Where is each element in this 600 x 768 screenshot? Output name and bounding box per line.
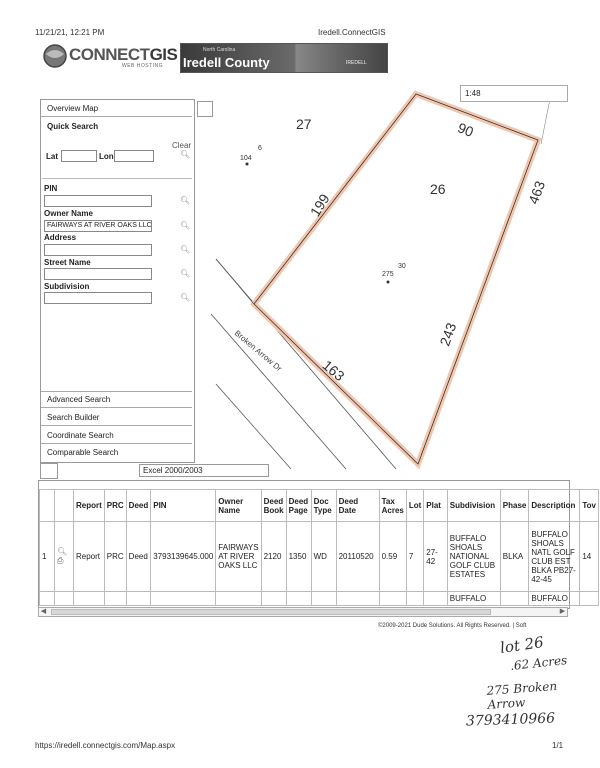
dim-left-label: 199 [306,190,333,220]
advanced-search-button[interactable]: Advanced Search [41,391,192,408]
road-edge-3 [216,384,291,469]
table-row[interactable] [40,592,599,606]
handwriting-lot: lot 26 [498,633,545,657]
prc-link[interactable]: PRC [104,522,126,592]
col-deed[interactable]: Deed [126,490,151,522]
clear-link[interactable]: Clear [172,141,192,150]
dim-right-label: 463 [525,178,549,207]
street-search-icon[interactable]: 🔍︎ [180,269,191,278]
street-name-input[interactable] [44,268,152,280]
tax-acres-cell: 0.59 [379,522,406,592]
print-datetime: 11/21/21, 12:21 PM [35,28,105,37]
lon-input[interactable] [114,150,154,162]
pin-input[interactable] [44,195,152,207]
brand-gis: GIS [149,45,178,64]
scroll-left-icon[interactable]: ◀ [40,608,47,615]
site-title: Iredell.ConnectGIS [318,28,386,37]
handwriting-pin: 3793410966 [465,710,556,730]
lon-label: Lon [99,152,114,161]
label-6: 6 [258,145,262,152]
coordinate-search-button[interactable]: Coordinate Search [41,427,192,444]
address-input[interactable] [44,244,152,256]
col-subdivision[interactable]: Subdivision [447,490,500,522]
scroll-right-icon[interactable]: ▶ [559,608,566,615]
export-select[interactable]: Excel 2000/2003 [139,464,269,477]
dim-bottom-label: 163 [319,356,348,385]
divider [42,178,192,179]
label-104: 104 [240,155,252,162]
subdivision-label: Subdivision [44,282,90,291]
lot-cell: 7 [406,522,423,592]
print-icon[interactable]: ⎙ [57,556,64,565]
owner-search-icon[interactable]: 🔍︎ [180,221,191,230]
phase-cell: BLKA [500,522,529,592]
subdivision-cell: BUFFALO [447,592,500,606]
col-icons [55,490,74,522]
connectgis-logo [42,42,178,72]
county-banner [180,43,388,73]
col-owner[interactable]: Owner Name [216,490,261,522]
county-name: Iredell County [183,55,270,70]
col-plat[interactable]: Plat [424,490,448,522]
scrollbar-thumb[interactable] [51,609,491,615]
tov-cell: 14 [580,522,599,592]
owner-label: Owner Name [44,209,93,218]
street-name-label: Street Name [44,258,91,267]
deed-date-cell: 20110520 [336,522,379,592]
parcel-point-275 [387,281,390,284]
quick-search-header: Quick Search [47,122,99,131]
col-deed-date[interactable]: Deed Date [336,490,379,522]
col-tov[interactable]: Tov [580,490,599,522]
col-deed-page[interactable]: Deed Page [286,490,311,522]
table-row[interactable] [40,522,599,592]
brand-connect: CONNECT [69,45,150,64]
lat-input[interactable] [61,150,97,162]
pin-search-icon[interactable]: 🔍︎ [180,196,191,205]
subdivision-cell: BUFFALO SHOALS NATIONAL GOLF CLUB ESTATES [447,522,500,592]
row-index: 1 [40,522,55,592]
copyright-text: ©2009-2021 Dude Solutions. All Rights Reserved. | Soft [378,623,527,629]
comparable-search-button[interactable]: Comparable Search [47,448,119,457]
description-cell: BUFFALO [529,592,580,606]
export-checkbox[interactable] [40,463,58,479]
lat-label: Lat [46,152,58,161]
label-275: 275 [382,271,394,278]
zoom-icon[interactable]: 🔍︎ [57,547,68,556]
print-url: https://iredell.connectgis.com/Map.aspx [35,741,176,750]
deed-link[interactable]: Deed [126,522,151,592]
parcel-map[interactable] [196,84,568,470]
scale-box: 1:48 [460,85,568,102]
deed-page-cell: 1350 [286,522,311,592]
address-label: Address [44,233,77,242]
globe-icon [42,42,70,70]
col-tax-acres[interactable]: Tax Acres [379,490,406,522]
lot-27-label: 27 [296,116,312,132]
col-doc-type[interactable]: Doc Type [311,490,336,522]
row-icons [55,522,74,592]
street-label: Broken Arrow Dr [232,328,284,374]
handwriting-address: 275 Broken Arrow [486,679,558,712]
col-prc[interactable]: PRC [104,490,126,522]
horizontal-scrollbar[interactable] [38,607,568,617]
lot-line [216,259,254,304]
lot-26-label: 26 [430,181,446,197]
search-builder-button[interactable]: Search Builder [41,409,192,426]
deed-book-cell: 2120 [261,522,286,592]
dim-top-label: 90 [455,119,476,141]
county-seal-text: IREDELL [346,60,367,66]
owner-input[interactable]: FAIRWAYS AT RIVER OAKS LLC [44,220,152,232]
doc-type-cell: WD [311,522,336,592]
col-deed-book[interactable]: Deed Book [261,490,286,522]
brand-sub: WEB HOSTING [122,63,164,69]
results-panel [38,480,596,609]
road-edge-2 [211,314,346,469]
plat-cell: 27-42 [424,522,448,592]
owner-cell: FAIRWAYS AT RIVER OAKS LLC [216,522,261,592]
pin-cell: 3793139645.000 [151,522,216,592]
report-link[interactable]: Report [74,522,105,592]
pin-label: PIN [44,184,58,193]
col-phase[interactable]: Phase [500,490,529,522]
dim-inner-right-label: 243 [436,320,460,349]
address-search-icon[interactable]: 🔍︎ [180,245,191,254]
description-cell: BUFFALO SHOALS NATL GOLF CLUB EST BLKA PB27-42-45 [529,522,580,592]
overview-map-button[interactable]: Overview Map [41,100,192,117]
results-table [39,489,599,606]
parcel-highlight [254,94,538,464]
col-report[interactable]: Report [74,490,105,522]
col-lot[interactable]: Lot [406,490,423,522]
col-pin[interactable]: PIN [151,490,216,522]
parcel-outline[interactable] [254,94,538,464]
overview-toggle[interactable] [197,101,213,117]
page-number: 1/1 [552,741,564,750]
search-icon[interactable]: 🔍︎ [180,150,191,159]
subdivision-search-icon[interactable]: 🔍︎ [180,293,191,302]
subdivision-input[interactable] [44,292,152,304]
label-30: 30 [398,263,406,270]
handwriting-acres: .62 Acres [509,653,568,673]
county-state: North Carolina [203,47,236,53]
parcel-point-104 [246,163,249,166]
col-index [40,490,55,522]
col-description[interactable]: Description [529,490,580,522]
